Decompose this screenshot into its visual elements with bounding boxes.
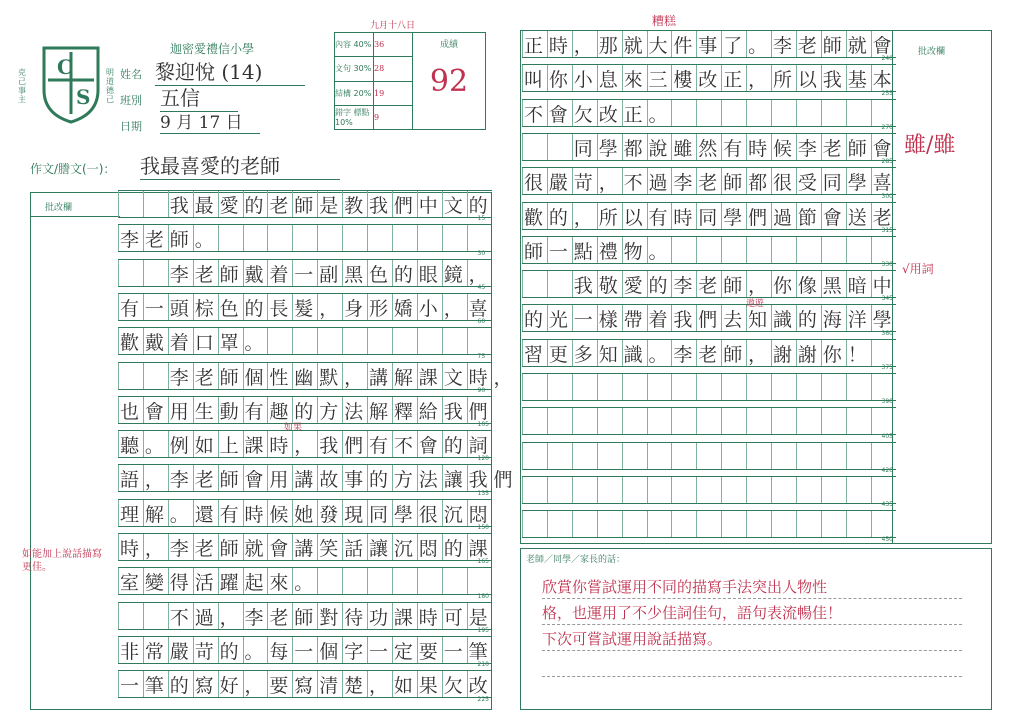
grid-row xyxy=(522,476,896,504)
grid-cell xyxy=(442,328,467,354)
row-number: 270 xyxy=(881,123,893,131)
row-number: 405 xyxy=(881,432,893,440)
essay-line: 李老師戴着一副黑色的眼鏡， xyxy=(120,263,494,286)
essay-line: 李老師。 xyxy=(120,229,220,252)
grid-cell xyxy=(846,374,871,400)
grid-cell xyxy=(218,225,243,251)
grid-cell xyxy=(771,511,796,537)
row-number: 390 xyxy=(881,398,893,406)
essay-line: 的光一樣帶着我們去知識的海洋學 xyxy=(524,309,898,332)
comment-line: 格，也運用了不少佳詞佳句，語句表流暢佳！ xyxy=(542,604,843,622)
grid-cell xyxy=(821,237,846,263)
row-number: 45 xyxy=(477,283,486,291)
insert-mark: 遨遊 xyxy=(746,299,765,309)
row-number: 30 xyxy=(477,249,486,257)
grid-row xyxy=(522,442,896,470)
row-number: 180 xyxy=(477,592,489,600)
row-number: 420 xyxy=(881,466,893,474)
grid-cell xyxy=(392,568,417,594)
grid-cell xyxy=(821,443,846,469)
row-number: 345 xyxy=(881,295,893,303)
svg-text:C: C xyxy=(57,55,73,79)
score-value: 19 xyxy=(374,81,413,105)
grade-header: 成績 xyxy=(439,40,458,50)
grid-row xyxy=(522,510,896,538)
essay-line: 我最愛的老師是教我們中文的 xyxy=(120,195,494,217)
grid-cell xyxy=(622,408,647,434)
grid-cell xyxy=(821,408,846,434)
school-name: 迦密愛禮信小學 xyxy=(170,42,255,56)
grid-cell xyxy=(796,100,821,126)
grid-cell xyxy=(342,225,367,251)
grid-cell xyxy=(597,477,622,503)
margin-column xyxy=(892,30,992,544)
row-number: 90 xyxy=(477,386,486,394)
grid-cell xyxy=(771,100,796,126)
grid-cell xyxy=(522,374,547,400)
row-number: 225 xyxy=(477,695,489,703)
grid-cell xyxy=(696,443,721,469)
name-label: 姓名 xyxy=(120,68,142,81)
row-number: 285 xyxy=(881,158,893,166)
grid-cell xyxy=(597,374,622,400)
motto-right: 明道德己 xyxy=(106,68,114,104)
grid-cell xyxy=(746,443,771,469)
grid-cell xyxy=(467,568,492,594)
essay-line: 語，李老師會用講故事的方法讓我們 xyxy=(120,469,519,492)
row-number: 150 xyxy=(477,524,489,531)
grid-cell xyxy=(367,225,392,251)
grid-cell xyxy=(622,477,647,503)
grid-cell xyxy=(522,443,547,469)
grid-cell xyxy=(796,237,821,263)
grid-cell xyxy=(547,477,572,503)
grid-cell xyxy=(522,408,547,434)
essay-line: 一筆的寫好，要寫清楚，如果欠改 xyxy=(120,675,494,698)
grid-cell xyxy=(522,511,547,537)
grid-cell xyxy=(721,408,746,434)
grid-cell xyxy=(442,568,467,594)
row-number: 240 xyxy=(881,55,893,63)
grid-cell xyxy=(417,328,442,354)
grid-cell xyxy=(696,374,721,400)
grid-cell xyxy=(671,100,696,126)
grid-cell xyxy=(846,443,871,469)
svg-text:S: S xyxy=(76,85,91,109)
row-number: 330 xyxy=(881,261,893,269)
grid-cell xyxy=(467,225,492,251)
grid-cell xyxy=(572,374,597,400)
grid-cell xyxy=(292,328,317,354)
grid-cell xyxy=(392,328,417,354)
grid-cell xyxy=(342,568,367,594)
row-number: 195 xyxy=(477,626,489,634)
grid-cell xyxy=(671,237,696,263)
grid-cell xyxy=(696,100,721,126)
grid-cell xyxy=(647,408,672,434)
essay-line: 歡的，所以有時同學們過節會送老 xyxy=(524,206,898,229)
grid-cell xyxy=(622,374,647,400)
total-grade: 92 xyxy=(429,64,469,99)
comment-label: 老師／同學／家長的話： xyxy=(526,555,626,565)
row-number: 120 xyxy=(477,455,489,463)
grid-cell xyxy=(622,511,647,537)
essay-line: 歡戴着口罩。 xyxy=(120,332,270,355)
grid-cell xyxy=(771,443,796,469)
grid-cell xyxy=(846,511,871,537)
score-label: 內容 40% xyxy=(335,33,374,57)
grid-cell xyxy=(671,374,696,400)
essay-line: 也會用生動有趣的方法解釋給我們 xyxy=(120,400,494,423)
grid-cell xyxy=(721,374,746,400)
comment-line: 下次可嘗試運用說話描寫。 xyxy=(542,630,723,648)
grid-cell xyxy=(342,328,367,354)
grid-cell xyxy=(671,477,696,503)
row-number: 360 xyxy=(881,329,893,337)
row-number: 165 xyxy=(477,558,489,566)
grid-row xyxy=(522,407,896,435)
grid-cell xyxy=(392,225,417,251)
class-label: 班別 xyxy=(120,94,142,107)
grid-cell xyxy=(572,408,597,434)
essay-line: 理解。還有時候她發現同學很沉悶 xyxy=(120,503,494,526)
essay-line: 不過，李老師對待功課時可是 xyxy=(120,606,494,629)
grid-cell xyxy=(647,374,672,400)
grid-cell xyxy=(317,225,342,251)
insert-mark: 如果 xyxy=(284,423,303,433)
grid-cell xyxy=(721,477,746,503)
row-number: 15 xyxy=(477,215,486,223)
essay-line: 室變得活躍起來。 xyxy=(120,572,320,595)
grid-cell xyxy=(572,477,597,503)
essay-line: 很嚴苛，不過李老師都很受同學喜 xyxy=(524,172,898,195)
comment-line: 欣賞你嘗試運用不同的描寫手法突出人物性 xyxy=(542,578,828,596)
essay-line: 正時，那就大件事了。李老師就會 xyxy=(524,35,898,57)
grid-cell xyxy=(417,568,442,594)
grid-cell xyxy=(671,443,696,469)
grid-cell xyxy=(746,374,771,400)
essay-line: 聽。例如上課時，我們有不會的詞 xyxy=(120,435,494,458)
margin-label: 批改欄 xyxy=(918,47,946,57)
row-number: 375 xyxy=(881,364,893,371)
grid-cell xyxy=(417,225,442,251)
grid-row xyxy=(522,373,896,401)
essay-line: 同學都說雖然有時候李老師會 xyxy=(524,137,898,160)
grid-cell xyxy=(647,443,672,469)
grid-cell xyxy=(746,511,771,537)
school-crest-icon xyxy=(40,44,102,124)
grid-cell xyxy=(622,443,647,469)
grid-cell xyxy=(647,477,672,503)
grid-cell xyxy=(771,408,796,434)
essay-title: 我最喜愛的老師 xyxy=(140,150,340,180)
row-number: 255 xyxy=(881,89,893,97)
grid-cell xyxy=(696,408,721,434)
score-value: 28 xyxy=(374,57,413,81)
grid-cell xyxy=(696,477,721,503)
essay-line: 習更多知識。李老師，謝謝你！ xyxy=(524,343,873,366)
grid-cell xyxy=(846,408,871,434)
grid-cell xyxy=(522,477,547,503)
row-number: 450 xyxy=(881,535,893,543)
grid-cell xyxy=(721,237,746,263)
score-value: 9 xyxy=(374,105,413,129)
correction-word: 糟糕 xyxy=(652,14,677,28)
margin-correction: 雖/雖 xyxy=(904,133,956,158)
grid-cell xyxy=(243,225,268,251)
class-value: 五信 xyxy=(160,82,238,112)
grid-cell xyxy=(796,443,821,469)
essay-line: 李老師個性幽默，講解課文時， xyxy=(120,366,519,389)
grid-cell xyxy=(796,511,821,537)
grid-cell xyxy=(572,443,597,469)
grid-cell xyxy=(547,443,572,469)
grid-cell xyxy=(846,100,871,126)
essay-line: 師一點禮物。 xyxy=(524,240,674,263)
name-value: 黎迎悅 (14) xyxy=(155,56,305,86)
grid-cell xyxy=(721,511,746,537)
grid-cell xyxy=(317,568,342,594)
grid-cell xyxy=(267,225,292,251)
date-value: 9 月 17 日 xyxy=(160,108,260,134)
grid-cell xyxy=(317,328,342,354)
grid-cell xyxy=(367,568,392,594)
grid-cell xyxy=(671,408,696,434)
motto-left: 克己事主 xyxy=(18,68,26,104)
margin-note: √用詞 xyxy=(902,262,934,276)
grid-cell xyxy=(671,511,696,537)
essay-line: 非常嚴苛的。每一個字一定要一筆 xyxy=(120,640,494,663)
grid-cell xyxy=(547,511,572,537)
grid-cell xyxy=(721,443,746,469)
grid-cell xyxy=(796,477,821,503)
right-page xyxy=(512,0,1024,724)
grid-cell xyxy=(292,225,317,251)
row-number: 210 xyxy=(477,661,489,669)
grid-cell xyxy=(846,237,871,263)
row-number: 135 xyxy=(477,489,489,497)
grid-cell xyxy=(467,328,492,354)
row-number: 60 xyxy=(477,318,486,326)
grid-cell xyxy=(821,100,846,126)
grid-cell xyxy=(267,328,292,354)
grid-cell xyxy=(696,237,721,263)
grid-cell xyxy=(647,511,672,537)
essay-label: 作文/謄文(一)： xyxy=(30,162,116,176)
row-number: 75 xyxy=(477,352,486,360)
essay-line: 有一頭棕色的長髮，身形嬌小，喜 xyxy=(120,297,494,320)
grid-cell xyxy=(547,374,572,400)
grid-cell xyxy=(821,477,846,503)
row-number: 435 xyxy=(881,501,893,509)
score-label: 文句 30% xyxy=(335,57,374,81)
score-table xyxy=(334,32,486,130)
grid-cell xyxy=(367,328,392,354)
essay-line: 叫你小息來三樓改正，所以我基本 xyxy=(524,69,898,92)
essay-line: 時，李老師就會講笑話讓沉悶的課 xyxy=(120,538,494,560)
essay-line: 不會欠改正。 xyxy=(524,103,674,126)
grid-cell xyxy=(746,100,771,126)
grid-cell xyxy=(821,511,846,537)
score-label: 錯字 標點 10% xyxy=(335,105,374,129)
grid-cell xyxy=(572,511,597,537)
grid-cell xyxy=(771,477,796,503)
grid-cell xyxy=(442,225,467,251)
grid-cell xyxy=(746,237,771,263)
grid-cell xyxy=(846,477,871,503)
row-number: 315 xyxy=(881,226,893,234)
grid-cell xyxy=(597,443,622,469)
grid-cell xyxy=(796,408,821,434)
grid-cell xyxy=(746,408,771,434)
score-value: 36 xyxy=(374,33,413,57)
score-label: 結構 20% xyxy=(335,81,374,105)
grid-cell xyxy=(796,374,821,400)
date-label: 日期 xyxy=(120,120,142,133)
grid-cell xyxy=(821,374,846,400)
grid-cell xyxy=(771,374,796,400)
row-number: 300 xyxy=(881,192,893,200)
margin-comment: 如能加上說話描寫更佳。 xyxy=(22,549,102,573)
grid-cell xyxy=(771,237,796,263)
date-note: 九月十八日 xyxy=(370,21,416,31)
grid-cell xyxy=(547,408,572,434)
margin-label: 批改欄 xyxy=(45,203,73,213)
grid-cell xyxy=(721,100,746,126)
grid-cell xyxy=(696,511,721,537)
row-number: 105 xyxy=(477,421,489,429)
grid-cell xyxy=(597,511,622,537)
grid-cell xyxy=(746,477,771,503)
grid-cell xyxy=(597,408,622,434)
essay-line: 我敬愛的李老師，你像黑暗中 xyxy=(524,275,898,298)
